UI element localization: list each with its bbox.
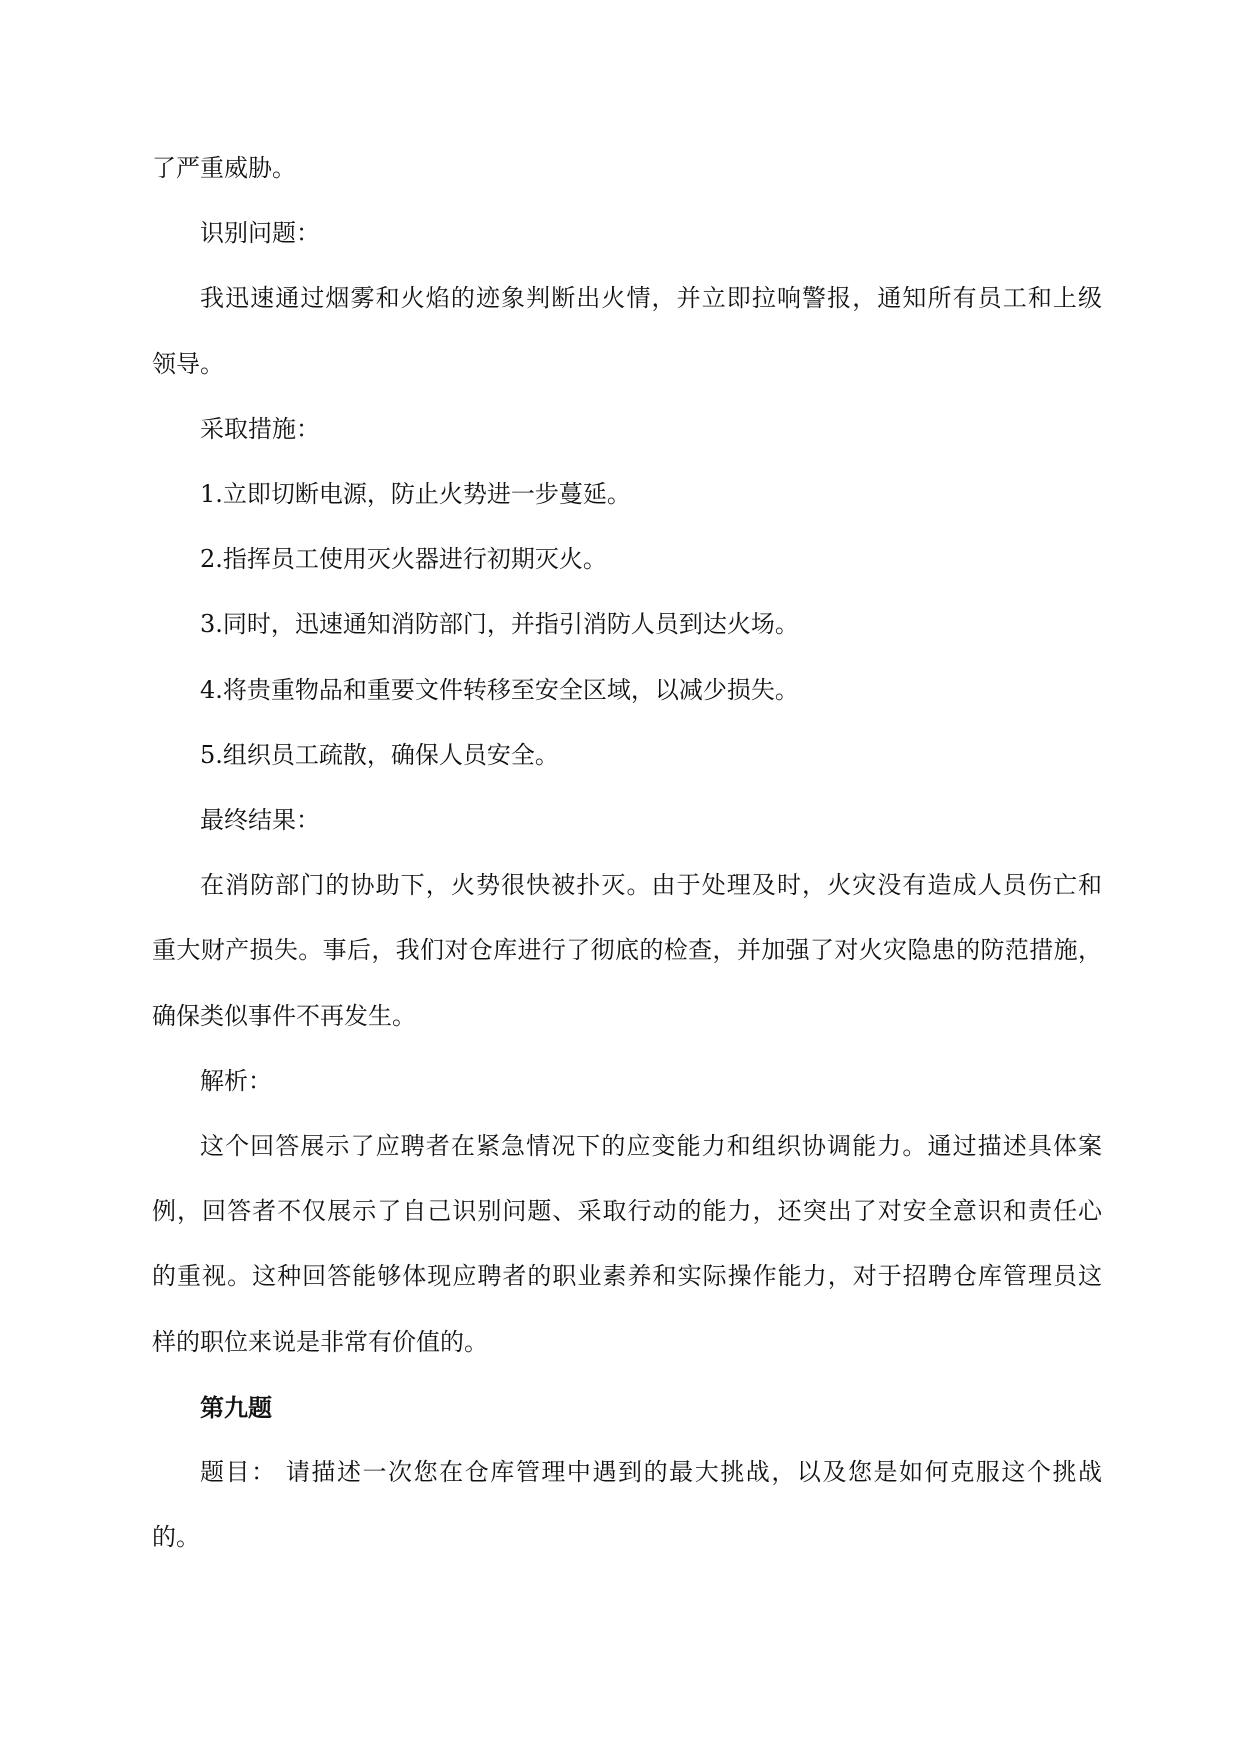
text-line: 样的职位来说是非常有价值的。 — [152, 1327, 488, 1356]
text-line: 我迅速通过烟雾和火焰的迹象判断出火情，并立即拉响警报，通知所有员工和上级 — [200, 284, 1102, 313]
text-line: 3.同时，迅速通知消防部门，并指引消防人员到达火场。 — [200, 610, 799, 639]
list-item — [152, 592, 1102, 657]
text-line: 2.指挥员工使用灭火器进行初期灭火。 — [200, 545, 607, 574]
text-line: 4.将贵重物品和重要文件转移至安全区域，以减少损失。 — [200, 675, 799, 704]
paragraph — [152, 853, 1102, 1049]
text-line: 采取措施： — [200, 414, 320, 443]
heading-text: 第九题 — [200, 1392, 272, 1422]
text-line: 重大财产损失。事后，我们对仓库进行了彻底的检查，并加强了对火灾隐患的防范措施， — [152, 936, 1102, 965]
paragraph — [152, 201, 1102, 266]
text-line: 确保类似事件不再发生。 — [152, 1001, 416, 1030]
section-heading — [152, 1375, 1102, 1440]
paragraph — [152, 1114, 1102, 1375]
question-paragraph — [152, 1440, 1102, 1570]
text-line: 解析： — [200, 1066, 272, 1095]
text-line: 5.组织员工疏散，确保人员安全。 — [200, 740, 559, 769]
text-line: 在消防部门的协助下，火势很快被扑灭。由于处理及时，火灾没有造成人员伤亡和 — [200, 871, 1102, 900]
text-line: 了严重威胁。 — [152, 154, 296, 182]
document-page — [152, 136, 1102, 1570]
paragraph — [152, 266, 1102, 396]
text-line: 1.立即切断电源，防止火势进一步蔓延。 — [200, 480, 631, 509]
paragraph — [152, 136, 1102, 201]
list-item — [152, 658, 1102, 723]
text-line: 的。 — [152, 1523, 200, 1552]
paragraph — [152, 788, 1102, 853]
list-item — [152, 527, 1102, 592]
text-line: 例，回答者不仅展示了自己识别问题、采取行动的能力，还突出了对安全意识和责任心 — [152, 1197, 1102, 1226]
text-line: 的重视。这种回答能够体现应聘者的职业素养和实际操作能力，对于招聘仓库管理员这 — [152, 1262, 1102, 1291]
text-line: 这个回答展示了应聘者在紧急情况下的应变能力和组织协调能力。通过描述具体案 — [200, 1132, 1102, 1161]
list-item — [152, 723, 1102, 788]
text-line: 最终结果： — [200, 806, 320, 835]
list-item — [152, 462, 1102, 527]
text-line: 领导。 — [152, 349, 224, 378]
text-line: 识别问题： — [200, 219, 320, 248]
paragraph — [152, 397, 1102, 462]
text-line: 题目： 请描述一次您在仓库管理中遇到的最大挑战，以及您是如何克服这个挑战 — [200, 1458, 1102, 1487]
paragraph — [152, 1049, 1102, 1114]
